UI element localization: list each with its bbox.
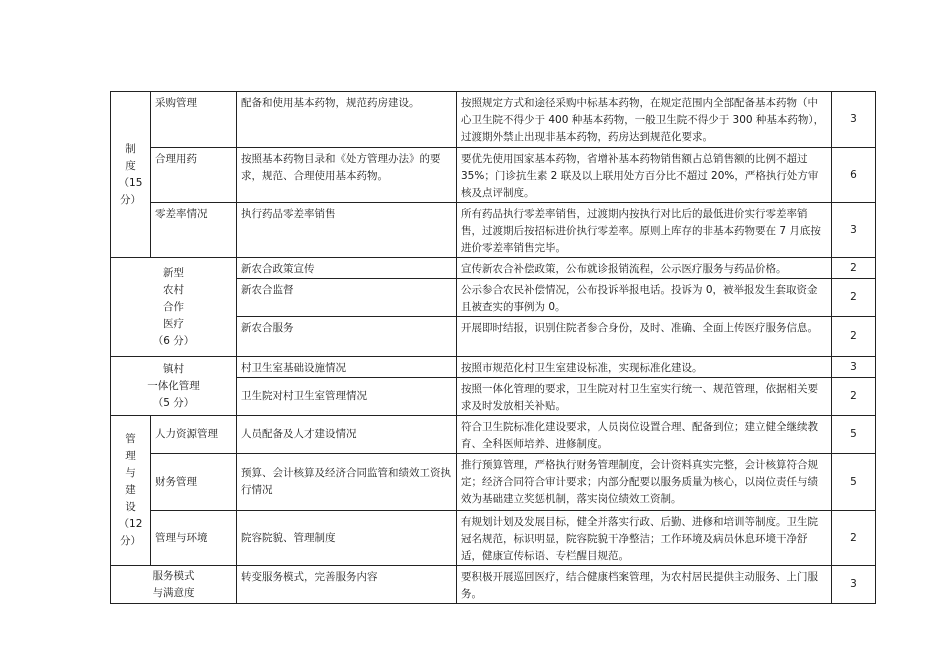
- item-cell: 零差率情况: [151, 203, 237, 258]
- item-cell: 采购管理: [151, 92, 237, 148]
- requirement-cell: 所有药品执行零差率销售，过渡期内按执行对比后的最低进价实行零差率销售，过渡期后按招标进价执行零差率。原则上库存的非基本药物要在 7 月底按进价零差率销售完毕。: [457, 203, 832, 258]
- category-cell: [111, 566, 237, 604]
- content-cell: 按照基本药物目录和《处方管理办法》的要求，规范、合理使用基本药物。: [237, 148, 457, 203]
- score-cell: 5: [832, 454, 876, 511]
- score-cell: 2: [832, 378, 876, 416]
- category-cell: [111, 92, 151, 258]
- category-text: 新型: [163, 266, 184, 279]
- content-cell: 村卫生室基础设施情况: [237, 357, 457, 378]
- category-text: 与: [125, 467, 136, 479]
- table-row: [111, 203, 876, 258]
- score-cell: 2: [832, 317, 876, 357]
- category-text: 度: [125, 159, 136, 172]
- content-cell: 院容院貌、管理制度: [237, 511, 457, 566]
- content-cell: 卫生院对村卫生室管理情况: [237, 378, 457, 416]
- category-text: 制: [125, 142, 136, 155]
- category-cell: [111, 357, 237, 416]
- score-cell: 5: [832, 416, 876, 454]
- score-cell: 6: [832, 148, 876, 203]
- requirement-cell: 要优先使用国家基本药物，省增补基本药物销售额占总销售额的比例不超过 35%；门诊抗生素 2 联及以上联用处方百分比不超过 20%，严格执行处方审核及点评制度。: [457, 148, 832, 203]
- category-text: （5 分）: [152, 396, 195, 409]
- table-row: [111, 92, 876, 148]
- category-text: （15 分）: [118, 176, 143, 206]
- evaluation-table: [110, 91, 876, 604]
- score-cell: 2: [832, 279, 876, 317]
- content-cell: 新农合服务: [237, 317, 457, 357]
- score-cell: 3: [832, 203, 876, 258]
- requirement-cell: 开展即时结报，识别住院者参合身份，及时、准确、全面上传医疗服务信息。: [457, 317, 832, 357]
- table-row: [111, 566, 876, 604]
- content-cell: 转变服务模式，完善服务内容: [237, 566, 457, 604]
- score-cell: 3: [832, 92, 876, 148]
- category-cell: [111, 416, 151, 566]
- category-text: 服务模式: [152, 569, 195, 582]
- category-text: 合作: [163, 300, 184, 313]
- requirement-cell: 公示参合农民补偿情况，公布投诉举报电话。投诉为 0，被举报发生套取资金且被查实的事例为 0。: [457, 279, 832, 317]
- category-text: 理: [125, 450, 136, 462]
- item-cell: 合理用药: [151, 148, 237, 203]
- requirement-cell: 有规划计划及发展目标，健全并落实行政、后勤、进修和培训等制度。卫生院冠名规范，标识明显，院容院貌干净整洁；工作环境及病员休息环境干净舒适，健康宣传标语、专栏醒目规范。: [457, 511, 832, 566]
- score-cell: 3: [832, 566, 876, 604]
- requirement-cell: 符合卫生院标准化建设要求，人员岗位设置合理、配备到位；建立健全继续教育、全科医师培养、进修制度。: [457, 416, 832, 454]
- table-row: [111, 454, 876, 511]
- requirement-cell: 宣传新农合补偿政策，公布就诊报销流程，公示医疗服务与药品价格。: [457, 258, 832, 279]
- category-text: 一体化管理: [147, 379, 200, 392]
- table-row: [111, 357, 876, 378]
- table-row: [111, 511, 876, 566]
- content-cell: 配备和使用基本药物，规范药房建设。: [237, 92, 457, 148]
- requirement-cell: 要积极开展巡回医疗，结合健康档案管理，为农村居民提供主动服务、上门服务。: [457, 566, 832, 604]
- item-cell: 人力资源管理: [151, 416, 237, 454]
- score-cell: 3: [832, 357, 876, 378]
- category-text: （6 分）: [152, 334, 195, 347]
- category-text: 设: [125, 501, 136, 513]
- item-cell: 管理与环境: [151, 511, 237, 566]
- category-text: 镇村: [163, 362, 184, 375]
- category-text: （12 分）: [118, 518, 143, 547]
- score-cell: 2: [832, 511, 876, 566]
- content-cell: 执行药品零差率销售: [237, 203, 457, 258]
- requirement-cell: 按照市规范化村卫生室建设标准，实现标准化建设。: [457, 357, 832, 378]
- content-cell: 新农合监督: [237, 279, 457, 317]
- content-cell: 人员配备及人才建设情况: [237, 416, 457, 454]
- requirement-cell: 按照一体化管理的要求，卫生院对村卫生室实行统一、规范管理，依据相关要求及时发放相关补贴。: [457, 378, 832, 416]
- content-cell: 新农合政策宣传: [237, 258, 457, 279]
- table-row: [111, 148, 876, 203]
- item-cell: 财务管理: [151, 454, 237, 511]
- score-cell: 2: [832, 258, 876, 279]
- category-cell: [111, 258, 237, 357]
- category-text: 与满意度: [152, 586, 195, 599]
- requirement-cell: 推行预算管理，严格执行财务管理制度，会计资料真实完整，会计核算符合规定；经济合同符合审计要求；内部分配要以服务质量为核心，以岗位责任与绩效为基础建立奖惩机制，落实岗位绩效工资制。: [457, 454, 832, 511]
- content-cell: 预算、会计核算及经济合同监管和绩效工资执行情况: [237, 454, 457, 511]
- category-text: 医疗: [163, 317, 184, 330]
- category-text: 建: [125, 484, 136, 496]
- table-row: [111, 258, 876, 279]
- category-text: 管: [125, 433, 136, 445]
- table-row: [111, 416, 876, 454]
- requirement-cell: 按照规定方式和途径采购中标基本药物，在规定范围内全部配备基本药物（中心卫生院不得少于 400 种基本药物，一般卫生院不得少于 300 种基本药物），过渡期外禁止出现非基本药物，药房达到规范化要求。: [457, 92, 832, 148]
- category-text: 农村: [163, 283, 184, 296]
